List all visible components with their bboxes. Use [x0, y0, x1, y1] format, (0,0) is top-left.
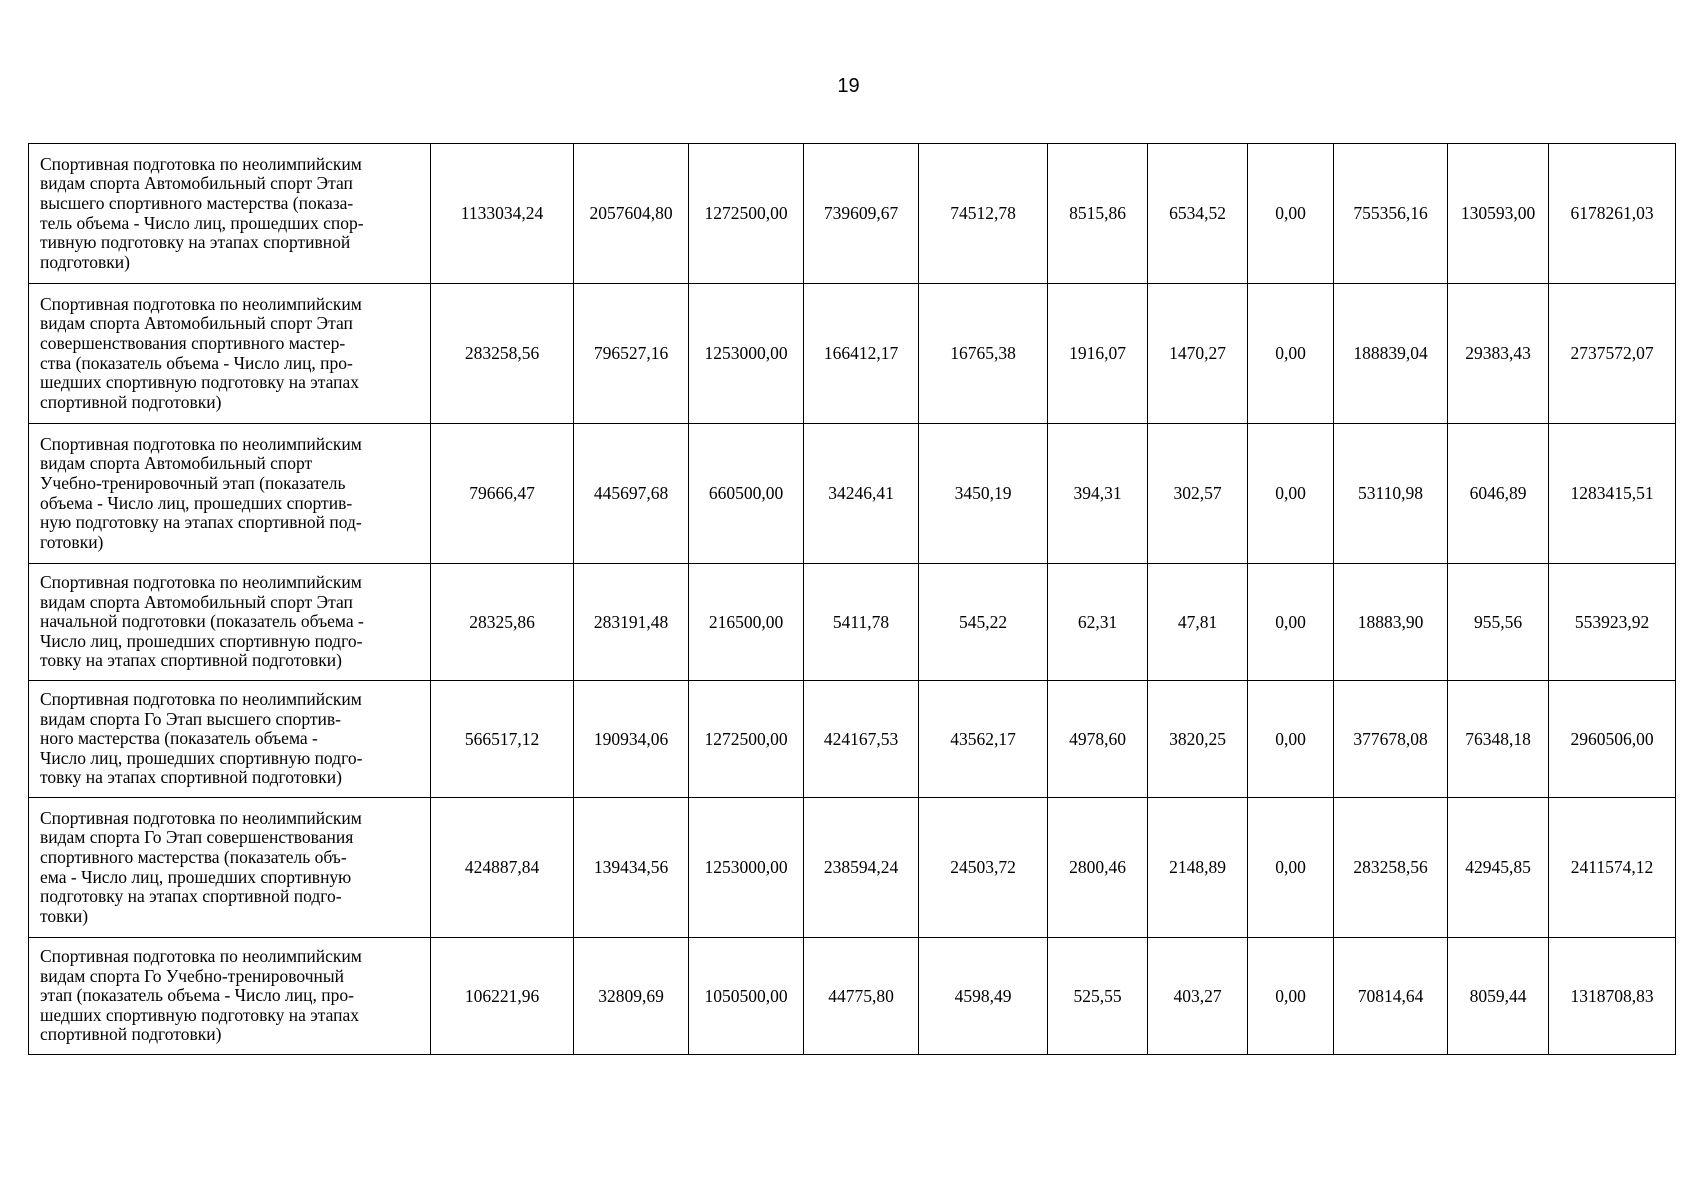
value-cell: 238594,24: [804, 798, 919, 938]
value-cell: 106221,96: [431, 938, 574, 1055]
total-cell: 6178261,03: [1549, 144, 1676, 284]
row-description: Спортивная подготовка по неолимпийским видам спорта Автомобильный спорт Учебно-тренировочный этап (показатель объема - Число лиц, прошедших спортив- ную подготовку на этапах спортивной под- готовки): [29, 424, 431, 564]
value-cell: 5411,78: [804, 564, 919, 681]
value-cell: 566517,12: [431, 681, 574, 798]
value-cell: 660500,00: [689, 424, 804, 564]
value-cell: 43562,17: [919, 681, 1048, 798]
table-row: [29, 424, 1676, 564]
value-cell: 44775,80: [804, 938, 919, 1055]
value-cell: 74512,78: [919, 144, 1048, 284]
total-cell: 2960506,00: [1549, 681, 1676, 798]
value-cell: 16765,38: [919, 284, 1048, 424]
value-cell: 190934,06: [574, 681, 689, 798]
value-cell: 8515,86: [1048, 144, 1148, 284]
value-cell: 739609,67: [804, 144, 919, 284]
row-description: Спортивная подготовка по неолимпийским видам спорта Го Этап совершенствования спортивного мастерства (показатель объ- ема - Число лиц, прошедших спортивную подготовку на этапах спортивной подго- товки): [29, 798, 431, 938]
value-cell: 29383,43: [1448, 284, 1549, 424]
value-cell: 403,27: [1148, 938, 1248, 1055]
value-cell: 28325,86: [431, 564, 574, 681]
value-cell: 0,00: [1248, 144, 1334, 284]
value-cell: 424167,53: [804, 681, 919, 798]
value-cell: 302,57: [1148, 424, 1248, 564]
value-cell: 796527,16: [574, 284, 689, 424]
value-cell: 955,56: [1448, 564, 1549, 681]
total-cell: 2737572,07: [1549, 284, 1676, 424]
value-cell: 24503,72: [919, 798, 1048, 938]
value-cell: 0,00: [1248, 564, 1334, 681]
value-cell: 3820,25: [1148, 681, 1248, 798]
value-cell: 6046,89: [1448, 424, 1549, 564]
value-cell: 0,00: [1248, 798, 1334, 938]
total-cell: 553923,92: [1549, 564, 1676, 681]
row-description: Спортивная подготовка по неолимпийским видам спорта Автомобильный спорт Этап совершенствования спортивного мастер- ства (показатель объема - Число лиц, про- шедших спортивную подготовку на этапах спортивной подготовки): [29, 284, 431, 424]
value-cell: 755356,16: [1334, 144, 1448, 284]
value-cell: 79666,47: [431, 424, 574, 564]
value-cell: 283191,48: [574, 564, 689, 681]
value-cell: 42945,85: [1448, 798, 1549, 938]
value-cell: 4598,49: [919, 938, 1048, 1055]
value-cell: 32809,69: [574, 938, 689, 1055]
value-cell: 216500,00: [689, 564, 804, 681]
value-cell: 1272500,00: [689, 681, 804, 798]
table-row: [29, 681, 1676, 798]
value-cell: 139434,56: [574, 798, 689, 938]
value-cell: 1470,27: [1148, 284, 1248, 424]
value-cell: 34246,41: [804, 424, 919, 564]
total-cell: 1318708,83: [1549, 938, 1676, 1055]
value-cell: 6534,52: [1148, 144, 1248, 284]
row-description: Спортивная подготовка по неолимпийским видам спорта Го Этап высшего спортив- ного мастерства (показатель объема - Число лиц, прошедших спортивную подго- товку на этапах спортивной подготовки): [29, 681, 431, 798]
value-cell: 2800,46: [1048, 798, 1148, 938]
table-row: [29, 564, 1676, 681]
value-cell: 18883,90: [1334, 564, 1448, 681]
table-row: [29, 284, 1676, 424]
value-cell: 1272500,00: [689, 144, 804, 284]
table-row: [29, 938, 1676, 1055]
value-cell: 377678,08: [1334, 681, 1448, 798]
row-description: Спортивная подготовка по неолимпийским видам спорта Автомобильный спорт Этап начальной подготовки (показатель объема - Число лиц, прошедших спортивную подго- товку на этапах спортивной подготовки): [29, 564, 431, 681]
value-cell: 0,00: [1248, 284, 1334, 424]
row-description: Спортивная подготовка по неолимпийским видам спорта Автомобильный спорт Этап высшего спортивного мастерства (показа- тель объема - Число лиц, прошедших спор- тивную подготовку на этапах спортивной подготовки): [29, 144, 431, 284]
value-cell: 1253000,00: [689, 284, 804, 424]
value-cell: 8059,44: [1448, 938, 1549, 1055]
value-cell: 445697,68: [574, 424, 689, 564]
value-cell: 3450,19: [919, 424, 1048, 564]
value-cell: 525,55: [1048, 938, 1148, 1055]
value-cell: 188839,04: [1334, 284, 1448, 424]
budget-table: [28, 143, 1676, 1055]
value-cell: 130593,00: [1448, 144, 1549, 284]
value-cell: 2148,89: [1148, 798, 1248, 938]
value-cell: 166412,17: [804, 284, 919, 424]
value-cell: 283258,56: [431, 284, 574, 424]
value-cell: 53110,98: [1334, 424, 1448, 564]
value-cell: 1133034,24: [431, 144, 574, 284]
value-cell: 62,31: [1048, 564, 1148, 681]
value-cell: 1253000,00: [689, 798, 804, 938]
value-cell: 47,81: [1148, 564, 1248, 681]
value-cell: 1916,07: [1048, 284, 1148, 424]
value-cell: 424887,84: [431, 798, 574, 938]
value-cell: 283258,56: [1334, 798, 1448, 938]
table-row: [29, 144, 1676, 284]
page-number: 19: [837, 75, 860, 97]
value-cell: 394,31: [1048, 424, 1148, 564]
value-cell: 1050500,00: [689, 938, 804, 1055]
total-cell: 1283415,51: [1549, 424, 1676, 564]
row-description: Спортивная подготовка по неолимпийским видам спорта Го Учебно-тренировочный этап (показатель объема - Число лиц, про- шедших спортивную подготовку на этапах спортивной подготовки): [29, 938, 431, 1055]
table-row: [29, 798, 1676, 938]
value-cell: 0,00: [1248, 424, 1334, 564]
value-cell: 545,22: [919, 564, 1048, 681]
value-cell: 0,00: [1248, 681, 1334, 798]
value-cell: 76348,18: [1448, 681, 1549, 798]
value-cell: 70814,64: [1334, 938, 1448, 1055]
value-cell: 2057604,80: [574, 144, 689, 284]
value-cell: 4978,60: [1048, 681, 1148, 798]
value-cell: 0,00: [1248, 938, 1334, 1055]
total-cell: 2411574,12: [1549, 798, 1676, 938]
